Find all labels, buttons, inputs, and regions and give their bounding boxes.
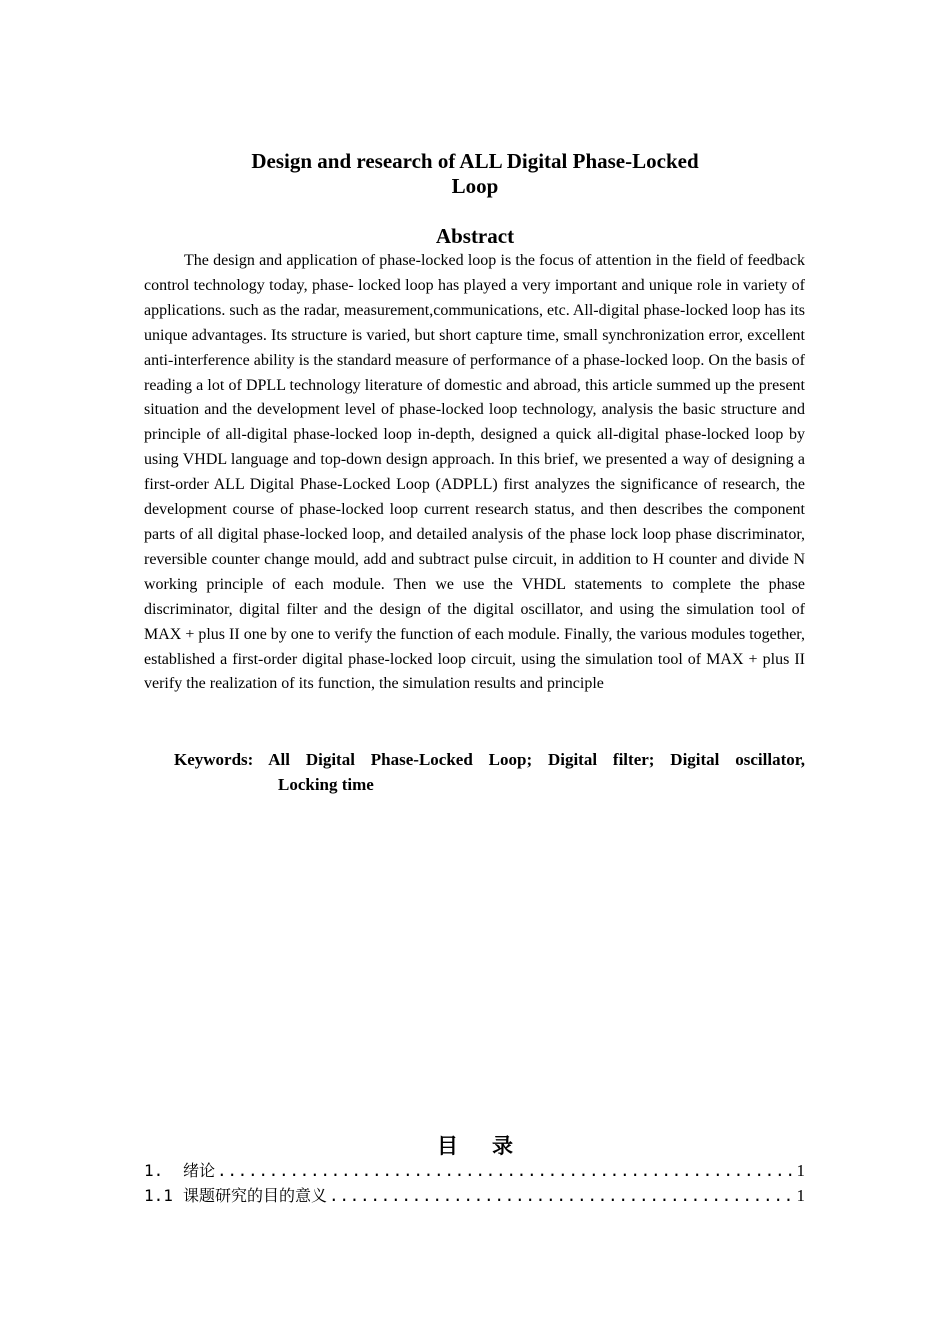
toc-leader-dots [329, 1183, 794, 1208]
toc-entry-page: 1 [796, 1161, 805, 1180]
abstract-body: The design and application of phase-locked loop is the focus of attention in the field of feedback control technology today, phase- locked loop has played a very important and unique role in variety of applications. such as the radar, measurement,communications, etc. All-digital phase-locked loop has its unique advantages. Its structure is varied, but short capture time, small synchronization error, excellent anti-interference ability is the standard measure of performance of a phase-locked loop. On the basis of reading a lot of DPLL technology literature of domestic and abroad, this article summed up the present situation and the development level of phase-locked loop technology, analysis the basic structure and principle of all-digital phase-locked loop in-depth, designed a quick all-digital phase-locked loop by using VHDL language and top-down design approach. In this brief, we presented a way of designing a first-order ALL Digital Phase-Locked Loop (ADPLL) first analyzes the significance of research, the development course of phase-locked loop current research status, and then describes the component parts of all digital phase-locked loop, and detailed analysis of the phase lock loop phase discriminator, reversible counter change mould, add and subtract pulse circuit, in addition to H counter and divide N working principle of each module. Then we use the VHDL statements to complete the phase discriminator, digital filter and the design of the digital oscillator, and using the simulation tool of MAX + plus II one by one to verify the function of each module. Finally, the various modules together, established a first-order digital phase-locked loop circuit, using the simulation tool of MAX + plus II verify the realization of its function, the simulation results and principle [144, 252, 805, 693]
keywords-line1: Keywords: All Digital Phase-Locked Loop; Digital filter; Digital oscillator, [174, 750, 805, 769]
toc-entry[interactable] [144, 1183, 805, 1208]
keywords [174, 747, 805, 797]
paper-title [200, 149, 750, 199]
toc-entry-number: 1. [144, 1161, 164, 1180]
toc-entry-title: 绪论 [183, 1161, 216, 1180]
toc-leader-dots [217, 1158, 794, 1183]
keywords-line2: Locking time [278, 775, 374, 794]
paper-title-line2: Loop [451, 174, 499, 198]
table-of-contents [144, 1158, 805, 1208]
abstract-heading: Abstract [435, 224, 515, 248]
toc-entry[interactable] [144, 1158, 805, 1183]
toc-entry-page: 1 [796, 1186, 805, 1205]
toc-heading: 目录 [437, 1134, 547, 1158]
toc-entry-number: 1.1 [144, 1186, 173, 1205]
toc-entry-title: 课题研究的目的意义 [183, 1186, 328, 1205]
paper-title-line1: Design and research of ALL Digital Phase-Locked [251, 149, 699, 173]
